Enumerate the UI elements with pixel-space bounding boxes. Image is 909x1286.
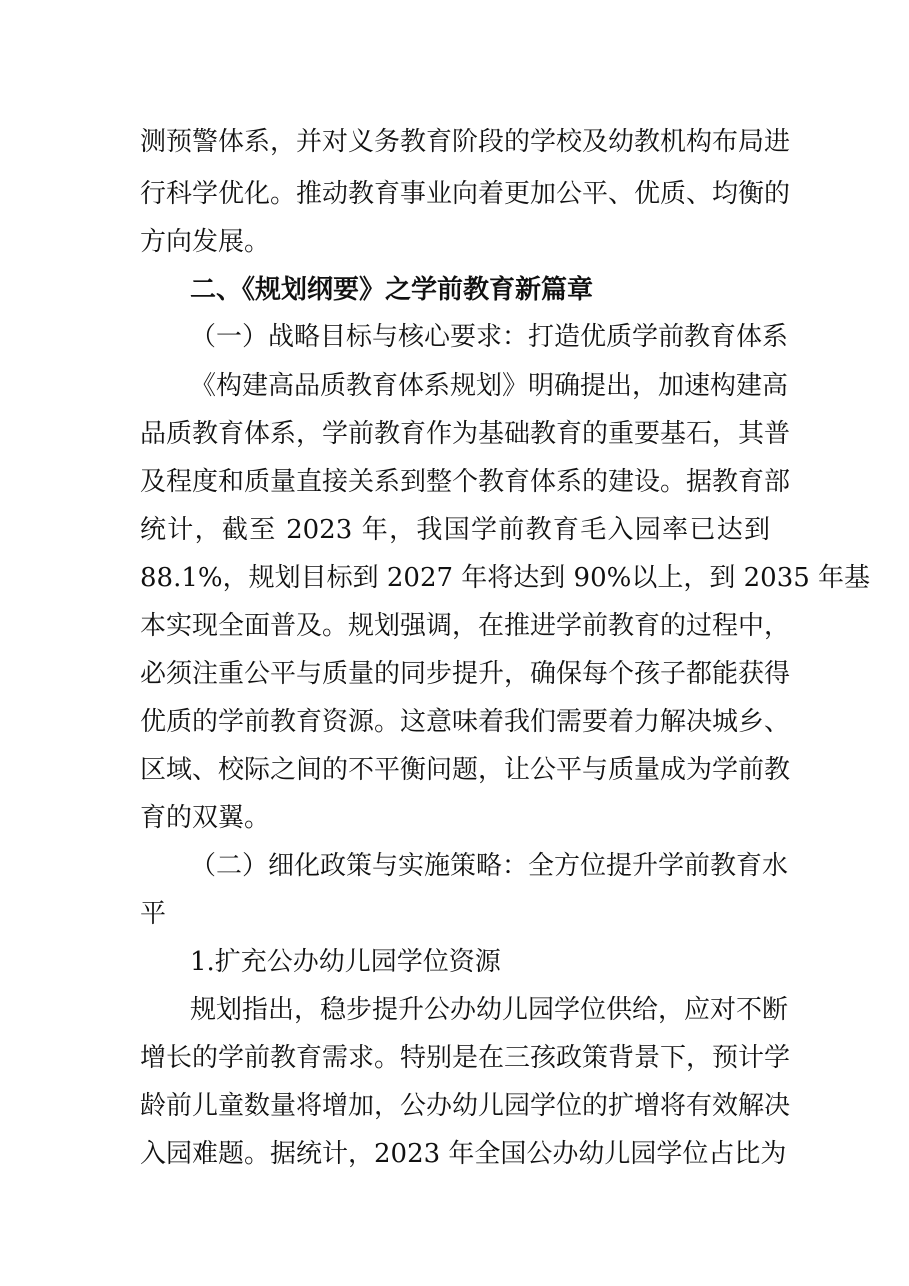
paragraph-line: 品质教育体系，学前教育作为基础教育的重要基石，其普 <box>140 419 791 449</box>
paragraph-line: 必须注重公平与质量的同步提升，确保每个孩子都能获得 <box>140 659 791 689</box>
paragraph-line: 龄前儿童数量将增加，公办幼儿园学位的扩增将有效解决 <box>140 1091 791 1121</box>
subsection-heading-continued: 平 <box>140 899 167 929</box>
paragraph-line: 及程度和质量直接关系到整个教育体系的建设。据教育部 <box>140 467 791 497</box>
paragraph-line: 区域、校际之间的不平衡问题，让公平与质量成为学前教 <box>140 755 791 785</box>
paragraph-line: 增长的学前教育需求。特别是在三孩政策背景下，预计学 <box>140 1043 791 1073</box>
section-heading: 二、《规划纲要》之学前教育新篇章 <box>190 275 594 305</box>
paragraph-line: 优质的学前教育资源。这意味着我们需要着力解决城乡、 <box>140 707 791 737</box>
paragraph-line: 本实现全面普及。规划强调，在推进学前教育的过程中， <box>140 611 791 641</box>
paragraph-line: 88.1%，规划目标到 2027 年将达到 90%以上，到 2035 年基 <box>140 563 871 593</box>
paragraph-line: 《构建高品质教育体系规划》明确提出，加速构建高 <box>190 371 789 401</box>
paragraph-line: 行科学优化。推动教育事业向着更加公平、优质、均衡的 <box>140 179 791 209</box>
subsection-heading: （一）战略目标与核心要求：打造优质学前教育体系 <box>190 322 789 352</box>
paragraph-line: 统计，截至 2023 年，我国学前教育毛入园率已达到 <box>140 515 770 545</box>
paragraph-line: 测预警体系，并对义务教育阶段的学校及幼教机构布局进 <box>140 127 791 157</box>
paragraph-line: 育的双翼。 <box>140 803 271 833</box>
paragraph-line: 方向发展。 <box>140 227 271 257</box>
paragraph-line: 规划指出，稳步提升公办幼儿园学位供给，应对不断 <box>190 995 789 1025</box>
item-heading: 1.扩充公办幼儿园学位资源 <box>190 947 501 977</box>
paragraph-line: 入园难题。据统计，2023 年全国公办幼儿园学位占比为 <box>140 1139 787 1169</box>
subsection-heading: （二）细化政策与实施策略：全方位提升学前教育水 <box>190 851 789 881</box>
